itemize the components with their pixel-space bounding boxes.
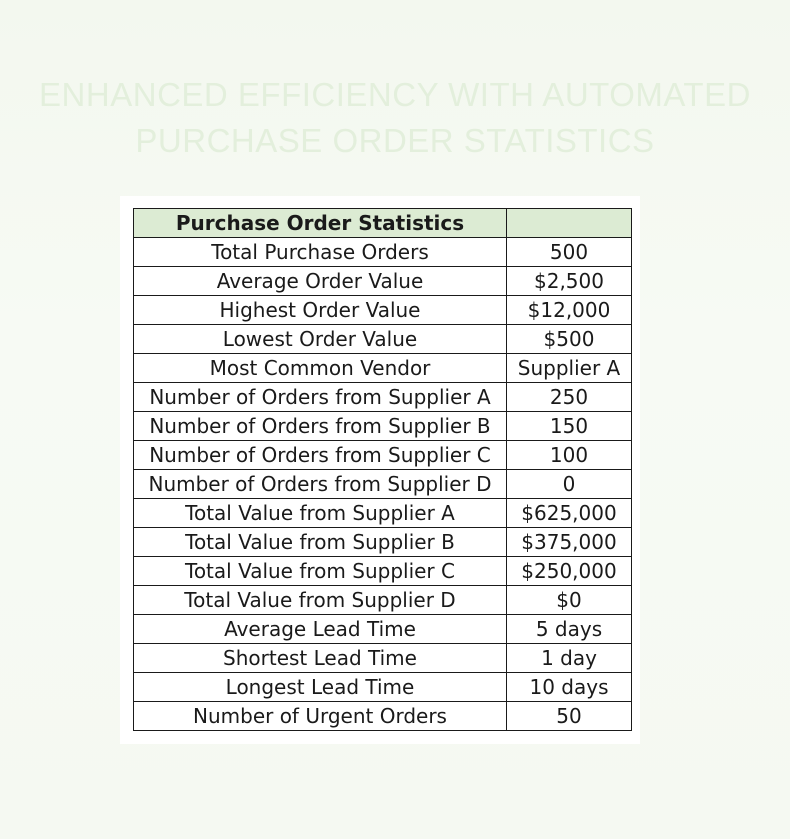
header-cell-metric: Purchase Order Statistics (134, 209, 507, 238)
table-cell-metric: Lowest Order Value (134, 325, 507, 354)
table-cell-value: 1 day (507, 644, 632, 673)
table-row (134, 528, 632, 557)
table-cell-value: $375,000 (507, 528, 632, 557)
table-cell-value: 500 (507, 238, 632, 267)
table-cell-value: 5 days (507, 615, 632, 644)
table-cell-metric: Number of Orders from Supplier B (134, 412, 507, 441)
table-cell-metric: Average Order Value (134, 267, 507, 296)
table-cell-value: $250,000 (507, 557, 632, 586)
page-title-line-2: PURCHASE ORDER STATISTICS (135, 122, 655, 159)
purchase-order-statistics-table (133, 208, 632, 731)
table-cell-metric: Most Common Vendor (134, 354, 507, 383)
table-cell-metric: Longest Lead Time (134, 673, 507, 702)
table-row (134, 354, 632, 383)
table-cell-metric: Number of Orders from Supplier C (134, 441, 507, 470)
table-row (134, 296, 632, 325)
table-cell-value: Supplier A (507, 354, 632, 383)
table-row (134, 644, 632, 673)
table-cell-metric: Total Value from Supplier B (134, 528, 507, 557)
table-cell-value: 100 (507, 441, 632, 470)
table-row (134, 238, 632, 267)
header-cell-value (507, 209, 632, 238)
table-cell-value: 50 (507, 702, 632, 731)
table-cell-metric: Number of Orders from Supplier A (134, 383, 507, 412)
table-cell-metric: Total Value from Supplier C (134, 557, 507, 586)
page-title (0, 72, 790, 164)
table-cell-value: $500 (507, 325, 632, 354)
table-row (134, 383, 632, 412)
table-row (134, 673, 632, 702)
table-row (134, 267, 632, 296)
table-row (134, 499, 632, 528)
table-row (134, 586, 632, 615)
table-cell-value: 0 (507, 470, 632, 499)
table-row (134, 412, 632, 441)
table-cell-metric: Total Value from Supplier A (134, 499, 507, 528)
table-cell-value: $12,000 (507, 296, 632, 325)
table-cell-metric: Total Purchase Orders (134, 238, 507, 267)
table-row (134, 702, 632, 731)
table-cell-value: 10 days (507, 673, 632, 702)
table-header-row (134, 209, 632, 238)
table-cell-metric: Highest Order Value (134, 296, 507, 325)
table-cell-metric: Average Lead Time (134, 615, 507, 644)
table-cell-metric: Total Value from Supplier D (134, 586, 507, 615)
table-cell-metric: Number of Urgent Orders (134, 702, 507, 731)
table-cell-value: $625,000 (507, 499, 632, 528)
table-row (134, 441, 632, 470)
page-title-line-1: ENHANCED EFFICIENCY WITH AUTOMATED (39, 76, 751, 113)
table-cell-metric: Number of Orders from Supplier D (134, 470, 507, 499)
table-cell-value: $0 (507, 586, 632, 615)
table-row (134, 470, 632, 499)
table-cell-metric: Shortest Lead Time (134, 644, 507, 673)
table-row (134, 557, 632, 586)
table-cell-value: 150 (507, 412, 632, 441)
table-cell-value: $2,500 (507, 267, 632, 296)
table-row (134, 325, 632, 354)
table-cell-value: 250 (507, 383, 632, 412)
table-row (134, 615, 632, 644)
